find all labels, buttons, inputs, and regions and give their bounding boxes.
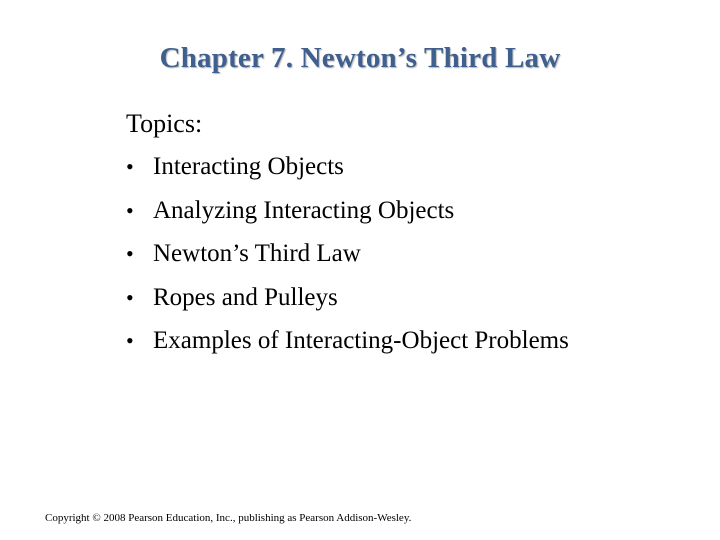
list-item bbox=[126, 283, 569, 327]
bullet-icon: • bbox=[126, 284, 134, 310]
list-item-text: Analyzing Interacting Objects bbox=[153, 196, 455, 224]
list-item-text: Examples of Interacting-Object Problems bbox=[153, 327, 569, 354]
copyright-footer: Copyright © 2008 Pearson Education, Inc., publishing as Pearson Addison-Wesley. bbox=[45, 512, 412, 524]
list-item bbox=[126, 152, 569, 196]
list-item bbox=[126, 239, 569, 283]
bullet-icon: • bbox=[126, 241, 134, 266]
list-item-text: Interacting Objects bbox=[153, 153, 344, 180]
list-item-text: Ropes and Pulleys bbox=[153, 283, 338, 311]
topics-label: Topics: bbox=[126, 109, 203, 138]
list-item-text: Newton’s Third Law bbox=[153, 240, 361, 267]
list-item bbox=[126, 326, 569, 370]
topic-list bbox=[126, 152, 569, 370]
bullet-icon: • bbox=[126, 328, 134, 353]
bullet-icon: • bbox=[126, 154, 134, 179]
list-item bbox=[126, 196, 569, 240]
bullet-icon: • bbox=[126, 197, 134, 223]
slide-title: Chapter 7. Newton’s Third Law bbox=[159, 42, 561, 74]
